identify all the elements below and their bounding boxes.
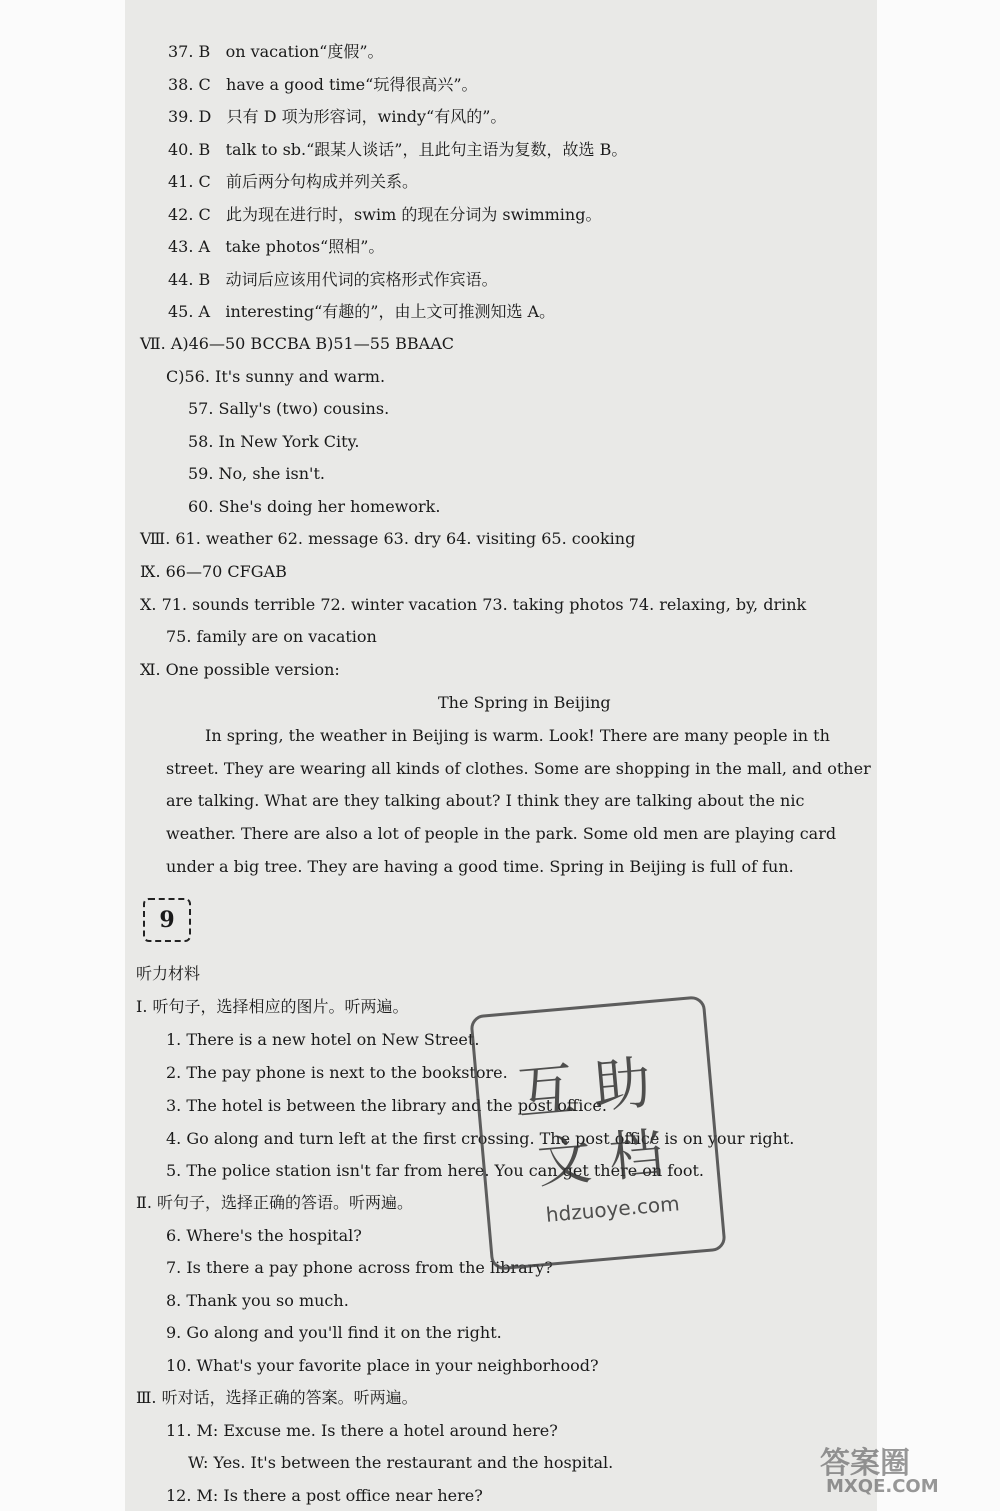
- unit-number-badge: 9: [143, 898, 191, 942]
- listening-sentence: 8. Thank you so much.: [166, 1291, 349, 1310]
- answer-38: 38. C have a good time“玩得很高兴”。: [168, 75, 478, 94]
- corner-watermark: 答案圈: [820, 1446, 910, 1481]
- section-7-answer-60: 60. She's doing her homework.: [188, 497, 441, 516]
- stamp-text: 文档: [534, 1119, 684, 1196]
- essay-title: The Spring in Beijing: [438, 693, 611, 712]
- dialogue-line: W: Yes. It's between the restaurant and the hospital.: [188, 1453, 614, 1472]
- listening-sentence: 10. What's your favorite place in your neighborhood?: [166, 1356, 599, 1375]
- listening-part-3-heading: Ⅲ. 听对话，选择正确的答案。听两遍。: [136, 1388, 418, 1407]
- answer-39: 39. D 只有 D 项为形容词，windy“有风的”。: [168, 107, 507, 126]
- listening-part-1-heading: Ⅰ. 听句子，选择相应的图片。听两遍。: [136, 997, 409, 1016]
- section-10: Ⅹ. 71. sounds terrible 72. winter vacation 73. taking photos 74. relaxing, by, drink: [140, 595, 807, 614]
- listening-sentence: 5. The police station isn't far from here. You can get there on foot.: [166, 1161, 704, 1180]
- section-11-heading: Ⅺ. One possible version:: [140, 660, 340, 679]
- essay-line: are talking. What are they talking about? I think they are talking about the nic: [166, 791, 805, 810]
- section-7-heading: Ⅶ. A)46—50 BCCBA B)51—55 BBAAC: [140, 334, 455, 353]
- answer-44: 44. B 动词后应该用代词的宾格形式作宾语。: [168, 270, 498, 289]
- essay-line: In spring, the weather in Beijing is warm. Look! There are many people in th: [205, 726, 830, 745]
- listening-sentence: 6. Where's the hospital?: [166, 1226, 362, 1245]
- corner-watermark-url: MXQE.COM: [826, 1476, 939, 1497]
- section-9: Ⅸ. 66—70 CFGAB: [140, 562, 287, 581]
- section-7-answer-59: 59. No, she isn't.: [188, 464, 325, 483]
- answer-45: 45. A interesting“有趣的”，由上文可推测知选 A。: [168, 302, 556, 321]
- answer-42: 42. C 此为现在进行时，swim 的现在分词为 swimming。: [168, 205, 602, 224]
- document-page: [125, 0, 877, 1511]
- listening-sentence: 9. Go along and you'll find it on the right.: [166, 1323, 502, 1342]
- dialogue-line: 12. M: Is there a post office near here?: [166, 1486, 483, 1505]
- listening-sentence: 4. Go along and turn left at the first crossing. The post office is on your right.: [166, 1129, 795, 1148]
- answer-37: 37. B on vacation“度假”。: [168, 42, 384, 61]
- dialogue-line: 11. M: Excuse me. Is there a hotel around here?: [166, 1421, 558, 1440]
- section-10-answer-75: 75. family are on vacation: [166, 627, 377, 646]
- essay-line: street. They are wearing all kinds of clothes. Some are shopping in the mall, and other: [166, 759, 871, 778]
- listening-sentence: 7. Is there a pay phone across from the library?: [166, 1258, 553, 1277]
- answer-41: 41. C 前后两分句构成并列关系。: [168, 172, 419, 191]
- essay-line: weather. There are also a lot of people in the park. Some old men are playing card: [166, 824, 837, 843]
- listening-title: 听力材料: [136, 964, 201, 983]
- section-7-answer-56: C)56. It's sunny and warm.: [166, 367, 386, 386]
- listening-sentence: 2. The pay phone is next to the bookstore.: [166, 1063, 508, 1082]
- answer-40: 40. B talk to sb.“跟某人谈话”，且此句主语为复数，故选 B。: [168, 140, 628, 159]
- stamp-url: hdzuoye.com: [544, 1191, 681, 1227]
- stamp-text: 互助: [514, 1046, 672, 1128]
- watermark-stamp: [469, 995, 726, 1271]
- listening-sentence: 3. The hotel is between the library and the post office.: [166, 1096, 607, 1115]
- listening-part-2-heading: Ⅱ. 听句子，选择正确的答语。听两遍。: [136, 1193, 414, 1212]
- listening-sentence: 1. There is a new hotel on New Street.: [166, 1030, 480, 1049]
- section-7-answer-57: 57. Sally's (two) cousins.: [188, 399, 390, 418]
- section-8: Ⅷ. 61. weather 62. message 63. dry 64. visiting 65. cooking: [140, 529, 636, 548]
- section-7-answer-58: 58. In New York City.: [188, 432, 360, 451]
- answer-43: 43. A take photos“照相”。: [168, 237, 385, 256]
- essay-line: under a big tree. They are having a good time. Spring in Beijing is full of fun.: [166, 857, 794, 876]
